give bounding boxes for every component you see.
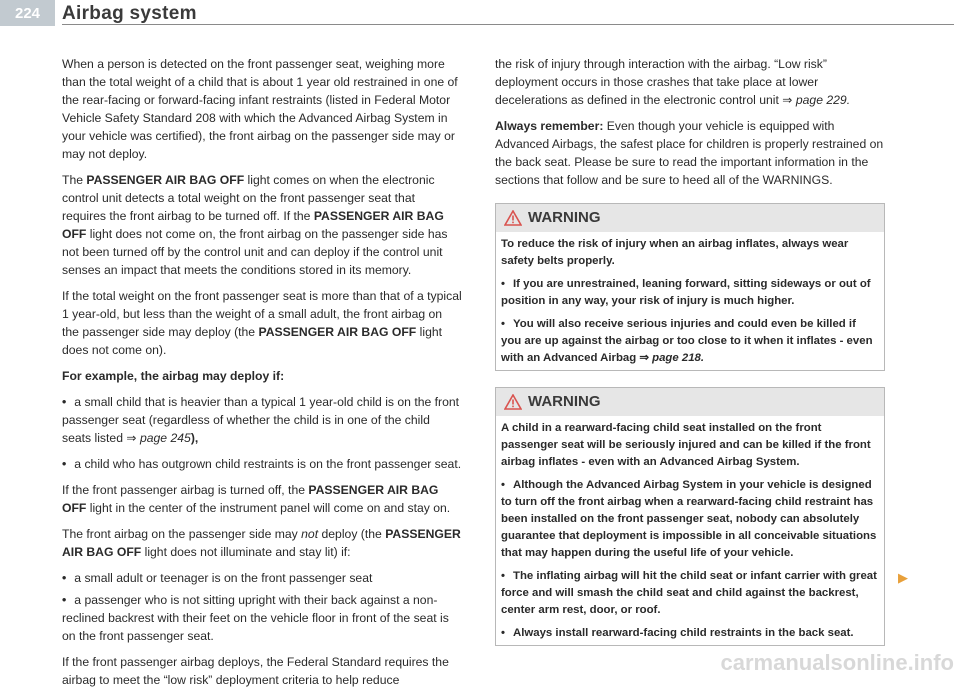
page-link[interactable]: page 245 bbox=[139, 431, 191, 445]
right-column bbox=[495, 55, 885, 662]
left-column bbox=[62, 55, 462, 697]
paragraph: If the front passenger airbag is turned off, the PASSENGER AIR BAG OFF light in the center of the instrument panel will come on and stay on. bbox=[62, 483, 451, 515]
watermark: carmanualsonline.info bbox=[720, 650, 954, 675]
paragraph: The PASSENGER AIR BAG OFF light comes on when the electronic control unit detects a total weight on the front passenger seat that requires the front airbag to be turned off. If the PASSENGER AIR BAG OFF light does not come on, the front airbag on the passenger side has not been turned off by the control unit and can deploy if the control unit senses an impact that meets the conditions stored in its memory. bbox=[62, 173, 448, 277]
warning-list-item: • Always install rearward-facing child restraints in the back seat. bbox=[501, 627, 854, 639]
list-item: • a passenger who is not sitting upright with their back against a non-reclined backrest with their feet on the vehicle floor in front of the seat is on the front passenger seat. bbox=[62, 593, 449, 643]
warning-header bbox=[496, 204, 884, 232]
warning-header bbox=[496, 388, 884, 416]
warning-body bbox=[496, 416, 884, 645]
warning-list-item: • The inflating airbag will hit the child seat or infant carrier with great force and will smash the child seat and child against the backrest, center arm rest, door, or roof. bbox=[501, 570, 877, 616]
warning-text: To reduce the risk of injury when an airbag inflates, always wear safety belts properly. bbox=[501, 238, 849, 267]
bullet-icon: • bbox=[501, 318, 505, 330]
warning-triangle-icon bbox=[504, 210, 522, 226]
bullet-icon: • bbox=[62, 395, 67, 409]
title-divider bbox=[62, 24, 954, 25]
bullet-icon: • bbox=[501, 570, 505, 582]
bullet-icon: • bbox=[501, 479, 505, 491]
warning-text: A child in a rearward-facing child seat installed on the front passenger seat will be seriously injured and can be killed if the front airbag inflates - even with an Advanced Airbag System. bbox=[501, 422, 871, 468]
paragraph: the risk of injury through interaction with the airbag. “Low risk” deployment occurs in those crashes that take place at lower decelerations as defined in the electronic control unit ⇒ page 229. bbox=[495, 57, 851, 107]
warning-box bbox=[495, 203, 885, 371]
list-item: • a small adult or teenager is on the front passenger seat bbox=[62, 571, 373, 585]
arrow-icon: ⇒ bbox=[639, 352, 649, 364]
warning-title: WARNING bbox=[528, 209, 601, 226]
bullet-icon: • bbox=[501, 627, 505, 639]
bullet-icon: • bbox=[62, 593, 67, 607]
list-item: • a child who has outgrown child restraints is on the front passenger seat. bbox=[62, 457, 462, 471]
warning-list-item: • Although the Advanced Airbag System in your vehicle is designed to turn off the front airbag when a rearward-facing child restraint has been installed on the front passenger seat, nobody can absolutely guarantee that deployment is impossible in all conceivable situations that may happen during the useful life of your vehicle. bbox=[501, 479, 877, 559]
paragraph: If the front passenger airbag deploys, the Federal Standard requires the airbag to meet the “low risk” deployment criteria to help reduce bbox=[62, 655, 449, 687]
list-item: • a small child that is heavier than a typical 1 year-old child is on the front passenger seat (regardless of whether the child is in one of the child seats listed ⇒ page 245), bbox=[62, 395, 460, 445]
paragraph: Always remember: Even though your vehicle is equipped with Advanced Airbags, the safest place for children is properly restrained on the back seat. Please be sure to read the important information in the sections that follow and be sure to heed all of the WARNINGS. bbox=[495, 119, 884, 187]
bullet-icon: • bbox=[501, 278, 505, 290]
arrow-icon: ⇒ bbox=[782, 93, 793, 107]
bullet-icon: • bbox=[62, 571, 67, 585]
warning-triangle-icon bbox=[504, 394, 522, 410]
paragraph: If the total weight on the front passenger seat is more than that of a typical 1 year-old, but less than the weight of a small adult, the front airbag on the passenger side may deploy (the PASSENGER AIR BAG OFF light does not come on). bbox=[62, 289, 462, 357]
warning-list-item: • You will also receive serious injuries and could even be killed if you are up against the airbag or too close to it when it inflates - even with an Advanced Airbag ⇒ page 218. bbox=[501, 318, 873, 364]
warning-body bbox=[496, 232, 884, 370]
warning-list-item: • If you are unrestrained, leaning forward, sitting sideways or out of position in any way, your risk of injury is much higher. bbox=[501, 278, 871, 307]
warning-box bbox=[495, 387, 885, 646]
continue-arrow-icon: ▶ bbox=[898, 570, 908, 585]
page-link[interactable]: page 218. bbox=[652, 352, 705, 364]
page-title: Airbag system bbox=[62, 3, 197, 24]
paragraph-heading: For example, the airbag may deploy if: bbox=[62, 369, 285, 383]
warning-title: WARNING bbox=[528, 393, 601, 410]
arrow-icon: ⇒ bbox=[126, 431, 137, 445]
paragraph: The front airbag on the passenger side may not deploy (the PASSENGER AIR BAG OFF light does not illuminate and stay lit) if: bbox=[62, 527, 461, 559]
page-number: 224 bbox=[0, 0, 55, 26]
page-link[interactable]: page 229. bbox=[795, 93, 851, 107]
bullet-icon: • bbox=[62, 457, 67, 471]
paragraph: When a person is detected on the front passenger seat, weighing more than the total weight of a child that is about 1 year old restrained in one of the rear-facing or forward-facing infant restraints (listed in Federal Motor Vehicle Safety Standard 208 with which the Advanced Airbag System in your vehicle was certified), the front airbag on the passenger side may or may not deploy. bbox=[62, 57, 458, 161]
